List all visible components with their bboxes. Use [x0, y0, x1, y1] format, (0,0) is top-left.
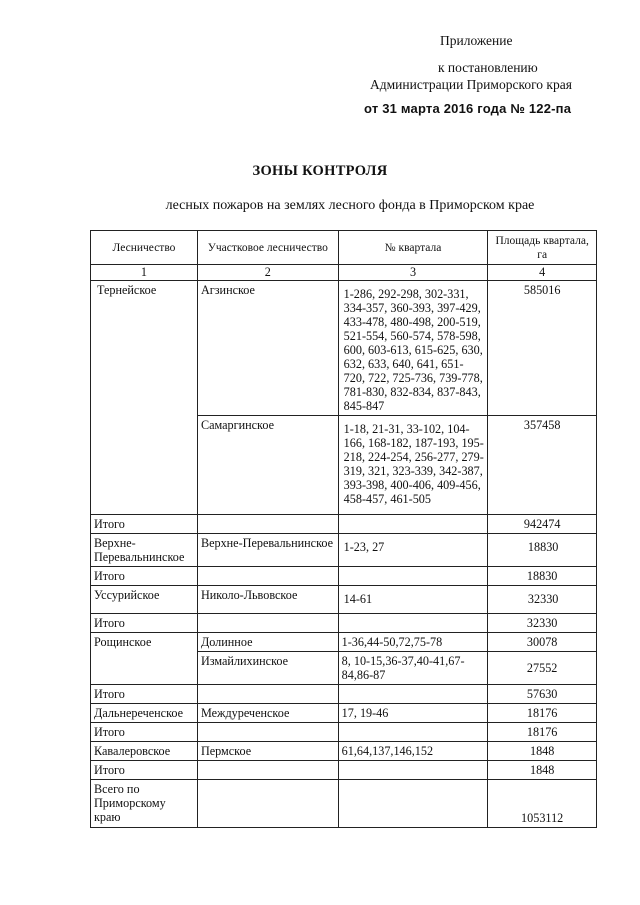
- column-number: 4: [488, 265, 597, 281]
- area-cell: 27552: [488, 652, 597, 685]
- area-cell: 357458: [488, 416, 597, 515]
- forestry-cell: Уссурийское: [91, 586, 198, 614]
- quarters-cell: 8, 10-15,36-37,40-41,67-84,86-87: [338, 652, 488, 685]
- total-label: Итого: [91, 761, 198, 780]
- total-row: [91, 761, 597, 780]
- district-cell: Верхне-Перевальнинское: [197, 534, 338, 567]
- column-number: 2: [197, 265, 338, 281]
- column-number: 3: [338, 265, 488, 281]
- quarters-cell: 61,64,137,146,152: [338, 742, 488, 761]
- area-cell: 1848: [488, 742, 597, 761]
- total-row: [91, 685, 597, 704]
- area-cell: 32330: [488, 586, 597, 614]
- grand-total-row: [91, 780, 597, 828]
- total-label: Итого: [91, 567, 198, 586]
- table-row: [91, 586, 597, 614]
- district-cell: Долинное: [197, 633, 338, 652]
- total-value: 18176: [488, 723, 597, 742]
- quarters-cell: 1-23, 27: [338, 534, 488, 567]
- header-forestry: Лесничество: [91, 231, 198, 265]
- column-number: 1: [91, 265, 198, 281]
- area-cell: 18176: [488, 704, 597, 723]
- area-cell: 585016: [488, 281, 597, 416]
- forestry-cell: Тернейское: [91, 281, 198, 515]
- grand-total-value: 1053112: [488, 780, 597, 828]
- quarters-cell: 17, 19-46: [338, 704, 488, 723]
- total-row: [91, 515, 597, 534]
- district-cell: Пермское: [197, 742, 338, 761]
- column-number-row: [91, 265, 597, 281]
- table-header-row: [91, 231, 597, 265]
- forestry-cell: Верхне-Перевальнинское: [91, 534, 198, 567]
- total-label: Итого: [91, 723, 198, 742]
- total-label: Итого: [91, 685, 198, 704]
- header-district: Участковое лесничество: [197, 231, 338, 265]
- header-area: Площадь квартала, га: [488, 231, 597, 265]
- quarters-cell: 1-36,44-50,72,75-78: [338, 633, 488, 652]
- appendix-label: Приложение: [440, 33, 513, 48]
- area-cell: 30078: [488, 633, 597, 652]
- resolution-label: к постановлению: [438, 60, 538, 75]
- total-value: 1848: [488, 761, 597, 780]
- district-cell: Самаргинское: [197, 416, 338, 515]
- table-row: [91, 633, 597, 652]
- total-label: Итого: [91, 614, 198, 633]
- total-row: [91, 614, 597, 633]
- total-value: 18830: [488, 567, 597, 586]
- table-row: [91, 704, 597, 723]
- table-row: [91, 534, 597, 567]
- quarters-cell: 1-286, 292-298, 302-331, 334-357, 360-393, 397-429, 433-478, 480-498, 200-519, 521-554, 560-574, 578-598, 600, 603-613, 615-625, 630, 632, 633, 640, 641, 651-720, 722, 725-736, 739-778, 781-830, 832-834, 837-843, 845-847: [338, 281, 488, 416]
- quarters-cell: 1-18, 21-31, 33-102, 104-166, 168-182, 187-193, 195-218, 224-254, 256-277, 279-319, 321, 323-339, 342-387, 393-398, 400-406, 409-456, 458-457, 461-505: [338, 416, 488, 515]
- total-value: 942474: [488, 515, 597, 534]
- document-title: ЗОНЫ КОНТРОЛЯ: [252, 163, 388, 179]
- fire-control-zones-table: [90, 230, 597, 828]
- total-row: [91, 567, 597, 586]
- header-quarters: № квартала: [338, 231, 488, 265]
- grand-total-label: Всего по Приморскому краю: [91, 780, 198, 828]
- quarters-cell: 14-61: [338, 586, 488, 614]
- resolution-date-number: от 31 марта 2016 года № 122-па: [364, 101, 572, 116]
- area-cell: 18830: [488, 534, 597, 567]
- administration-label: Администрации Приморского края: [370, 77, 572, 92]
- total-value: 32330: [488, 614, 597, 633]
- document-subtitle: лесных пожаров на землях лесного фонда в Приморском крае: [165, 198, 535, 213]
- forestry-cell: Дальнереченское: [91, 704, 198, 723]
- total-label: Итого: [91, 515, 198, 534]
- table-row: [91, 742, 597, 761]
- total-row: [91, 723, 597, 742]
- district-cell: Николо-Львовское: [197, 586, 338, 614]
- district-cell: Измайлихинское: [197, 652, 338, 685]
- total-value: 57630: [488, 685, 597, 704]
- forestry-cell: Рощинское: [91, 633, 198, 685]
- district-cell: Агзинское: [197, 281, 338, 416]
- forestry-cell: Кавалеровское: [91, 742, 198, 761]
- district-cell: Междуреченское: [197, 704, 338, 723]
- table-row: [91, 281, 597, 416]
